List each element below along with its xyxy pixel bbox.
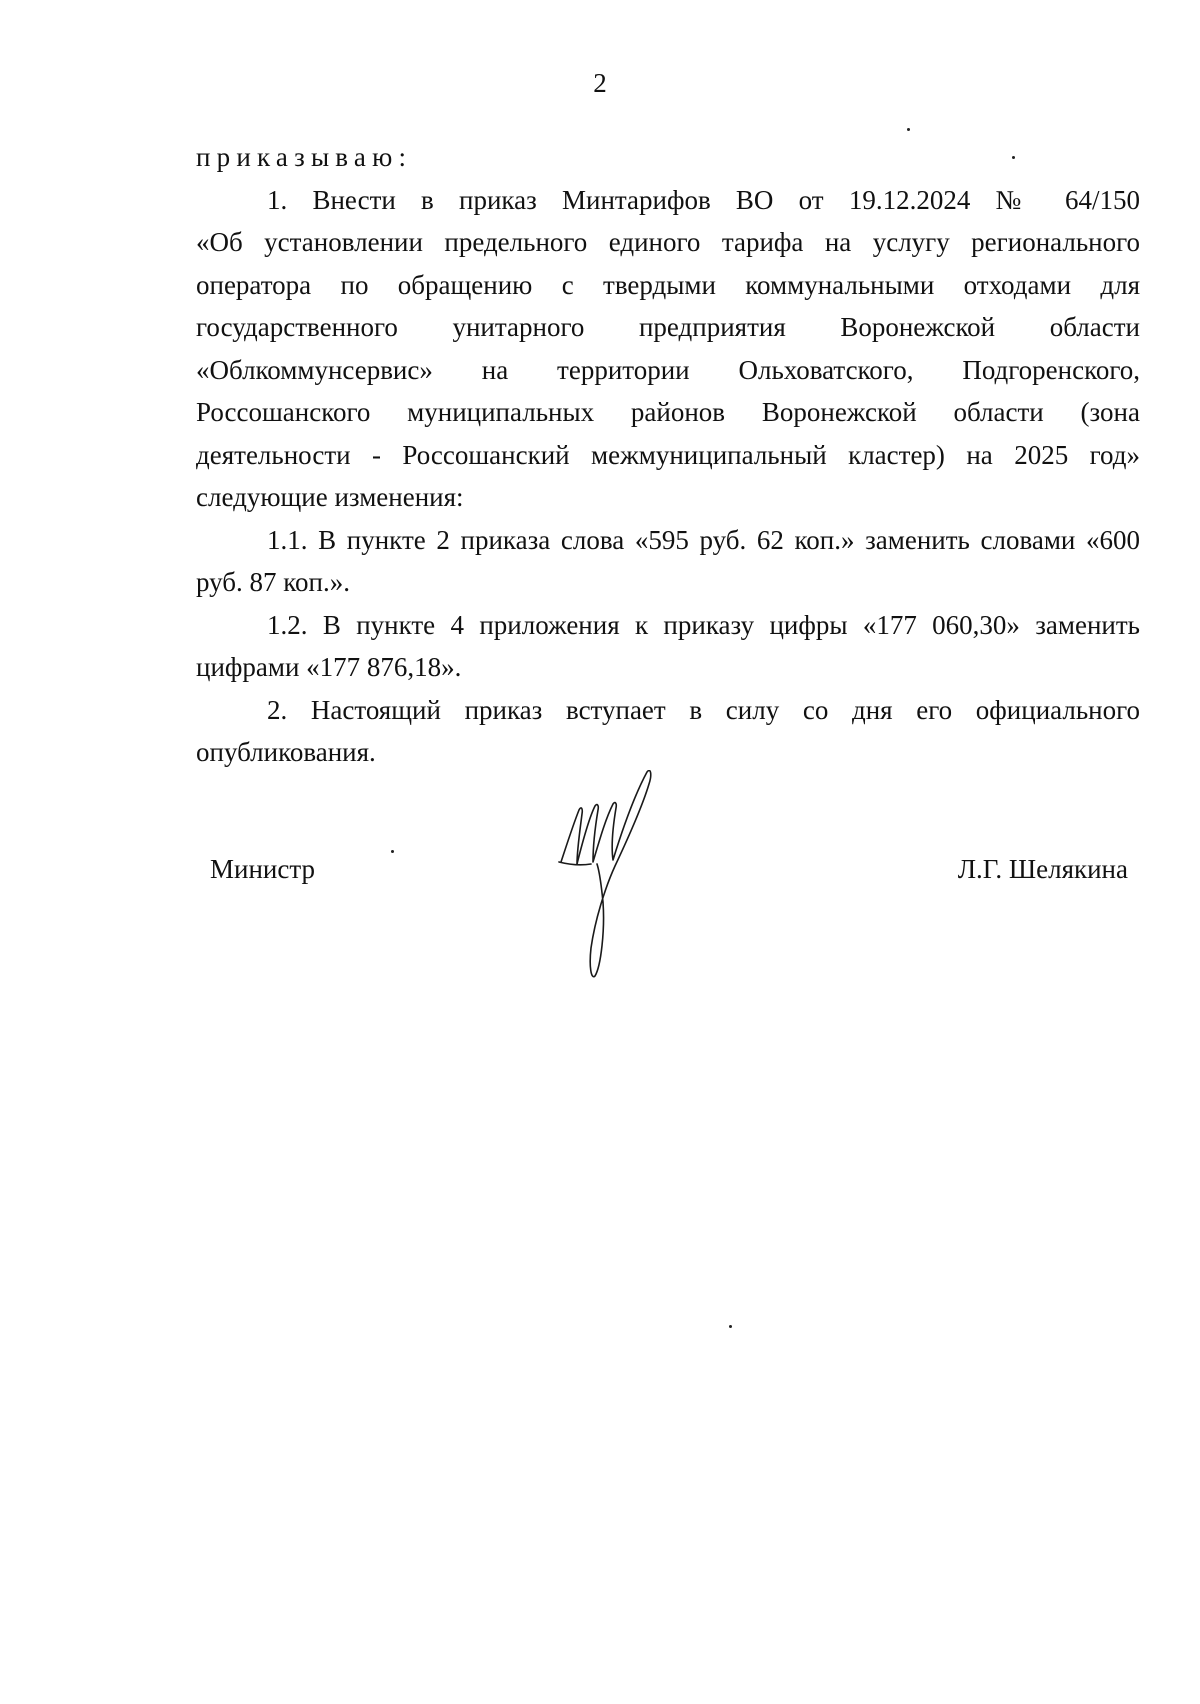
paragraph-1-line-3: оператора по обращению с твердыми коммунальными отходами для bbox=[196, 269, 1140, 300]
page-number: 2 bbox=[593, 68, 607, 98]
paragraph-1-line-2: «Об установлении предельного единого тарифа на услугу регионального bbox=[196, 227, 1140, 257]
scan-speck bbox=[1012, 156, 1015, 159]
signatory-position: Министр bbox=[210, 854, 315, 884]
preamble-line: приказываю: bbox=[196, 142, 413, 172]
paragraph-1-line-1: 1. Внести в приказ Минтарифов ВО от 19.12.2024 № 64/150 bbox=[267, 184, 1140, 215]
handwritten-signature bbox=[555, 770, 685, 980]
paragraph-1-1-line-1: 1.1. В пункте 2 приказа слова «595 руб. 62 коп.» заменить словами «600 bbox=[267, 524, 1140, 555]
paragraph-1-line-4: государственного унитарного предприятия Воронежской области bbox=[196, 312, 1140, 342]
paragraph-1-line-7: деятельности - Россошанский межмуниципальный кластер) на 2025 год» bbox=[196, 439, 1140, 470]
scan-speck bbox=[391, 850, 394, 853]
paragraph-1-line-5: «Облкоммунсервис» на территории Ольховатского, Подгоренского, bbox=[196, 354, 1140, 385]
scan-speck bbox=[729, 1325, 732, 1328]
scan-speck bbox=[907, 128, 910, 131]
paragraph-1-1-line-2: руб. 87 коп.». bbox=[196, 567, 350, 597]
paragraph-1-last-line: следующие изменения: bbox=[196, 482, 464, 512]
paragraph-1-line-6: Россошанского муниципальных районов Воронежской области (зона bbox=[196, 397, 1140, 427]
paragraph-1-2-line-2: цифрами «177 876,18». bbox=[196, 652, 462, 682]
signatory-name: Л.Г. Шелякина bbox=[957, 854, 1128, 884]
paragraph-1-2-line-1: 1.2. В пункте 4 приложения к приказу цифры «177 060,30» заменить bbox=[267, 609, 1140, 640]
order-body bbox=[196, 136, 1140, 774]
paragraph-2-line-1: 2. Настоящий приказ вступает в силу со дня его официального bbox=[267, 694, 1140, 725]
paragraph-2-line-2: опубликования. bbox=[196, 737, 376, 767]
